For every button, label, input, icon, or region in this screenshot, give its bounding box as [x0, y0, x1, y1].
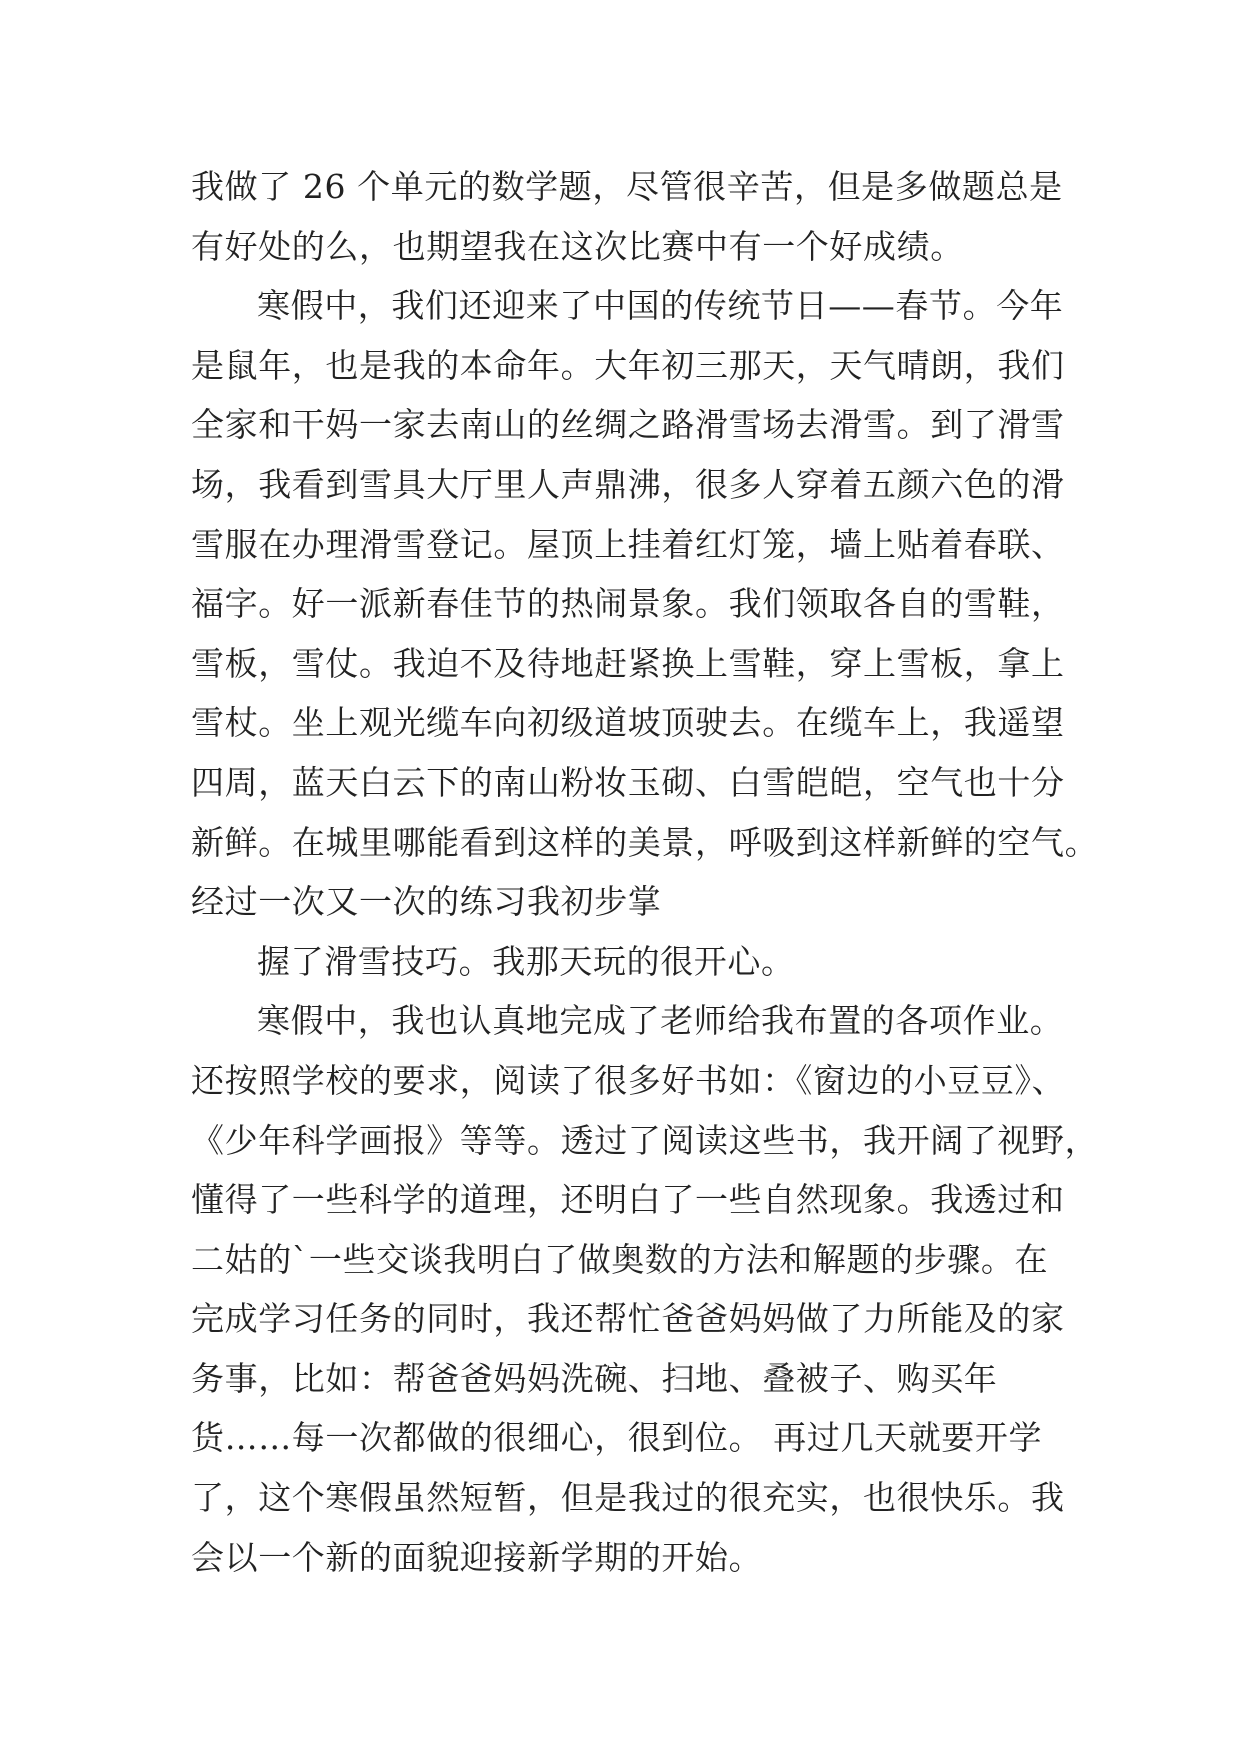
text-line: 我做了 26 个单元的数学题，尽管很辛苦，但是多做题总是 — [191, 167, 1063, 206]
body-text — [191, 157, 1099, 1587]
text-line: 握了滑雪技巧。我那天玩的很开心。 — [257, 941, 795, 981]
text-line: 完成学习任务的同时，我还帮忙爸爸妈妈做了力所能及的家 — [191, 1299, 1065, 1339]
text-line: 务事，比如：帮爸爸妈妈洗碗、扫地、叠被子、购买年 — [191, 1358, 998, 1398]
text-line: 寒假中，我也认真地完成了老师给我布置的各项作业。 — [257, 1001, 1064, 1041]
text-line: 雪服在办理滑雪登记。屋顶上挂着红灯笼，墙上贴着春联、 — [191, 524, 1065, 564]
text-line: 场，我看到雪具大厅里人声鼎沸，很多人穿着五颜六色的滑 — [191, 464, 1065, 504]
text-line: 福字。好一派新春佳节的热闹景象。我们领取各自的雪鞋， — [191, 584, 1065, 624]
text-line: 雪板，雪仗。我迫不及待地赶紧换上雪鞋，穿上雪板，拿上 — [191, 643, 1065, 683]
text-line: 寒假中，我们还迎来了中国的传统节日——春节。今年 — [257, 286, 1064, 326]
text-line: 雪杖。坐上观光缆车向初级道坡顶驶去。在缆车上，我遥望 — [191, 703, 1065, 743]
text-line: 会以一个新的面貌迎接新学期的开始。 — [191, 1537, 763, 1577]
text-line: 货……每一次都做的很细心，很到位。 再过几天就要开学 — [191, 1418, 1043, 1458]
text-line: 经过一次又一次的练习我初步掌 — [191, 882, 662, 922]
text-line: 是鼠年，也是我的本命年。大年初三那天，天气晴朗，我们 — [191, 345, 1065, 385]
text-line: 《少年科学画报》等等。透过了阅读这些书，我开阔了视野， — [191, 1120, 1099, 1160]
text-line: 了，这个寒假虽然短暂，但是我过的很充实，也很快乐。我 — [191, 1478, 1065, 1518]
text-line: 全家和干妈一家去南山的丝绸之路滑雪场去滑雪。到了滑雪 — [191, 405, 1065, 445]
text-line: 四周，蓝天白云下的南山粉妆玉砌、白雪皑皑，空气也十分 — [191, 762, 1065, 802]
text-line: 新鲜。在城里哪能看到这样的美景，呼吸到这样新鲜的空气。 — [191, 822, 1099, 862]
text-line: 有好处的么，也期望我在这次比赛中有一个好成绩。 — [191, 226, 964, 266]
text-line: 二姑的`一些交谈我明白了做奥数的方法和解题的步骤。在 — [191, 1239, 1049, 1279]
text-line: 懂得了一些科学的道理，还明白了一些自然现象。我透过和 — [191, 1180, 1065, 1220]
text-line: 还按照学校的要求，阅读了很多好书如：《窗边的小豆豆》、 — [191, 1060, 1066, 1100]
